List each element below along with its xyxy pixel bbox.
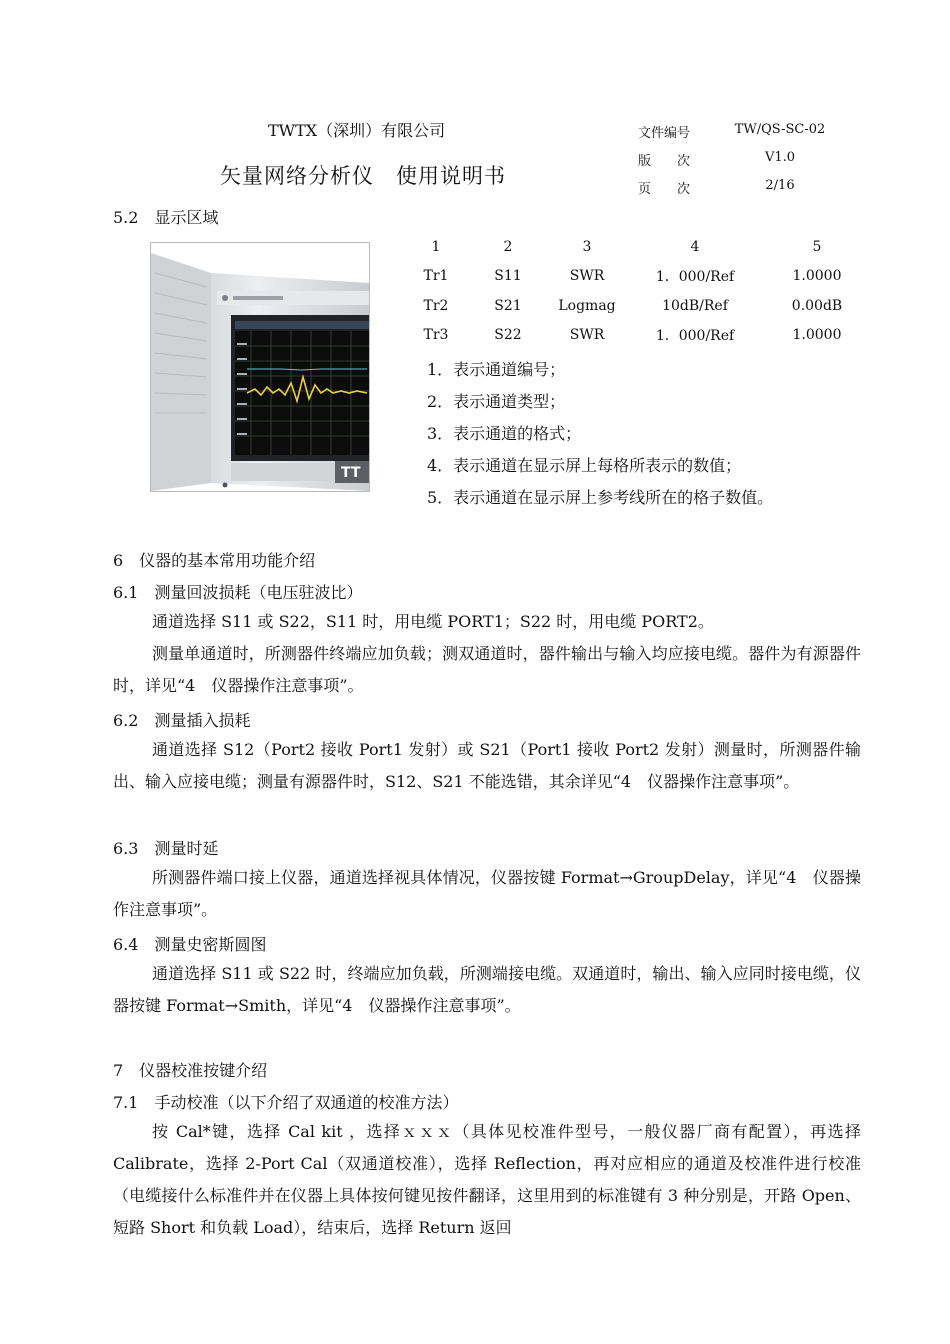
table-header-cell: 2 [503, 238, 513, 255]
table-cell: 10dB/Ref [662, 297, 728, 314]
section-6-heading: 6 仪器的基本常用功能介绍 [113, 551, 316, 570]
table-header-cell: 5 [812, 238, 822, 255]
photo-caption: TT [341, 465, 361, 481]
section-6-1-paragraph-1: 通道选择 S11 或 S22，S11 时，用电缆 PORT1；S22 时，用电缆 PORT2。 [152, 612, 714, 631]
table-cell: S22 [494, 327, 522, 344]
section-6-2-paragraph: 通道选择 S12（Port2 接收 Port1 发射）或 S21（Port1 接收 Port2 发射）测量时，所测器件输出、输入应接电缆；测量有源器件时，S12、S21 不能选错，其余详见“4 仪器操作注意事项”。 [113, 740, 861, 791]
meta-value-version: V1.0 [764, 150, 796, 165]
note-item: 3．表示通道的格式； [427, 424, 582, 443]
table-header-cell: 3 [582, 238, 592, 255]
table-row [410, 291, 864, 321]
note-item: 4．表示通道在显示屏上每格所表示的数值； [427, 456, 742, 475]
document-title: 矢量网络分析仪 使用说明书 [220, 164, 506, 188]
section-7-1-heading: 7.1 手动校准（以下介绍了双通道的校准方法） [113, 1093, 459, 1112]
meta-value-page: 2/16 [765, 178, 795, 193]
trace-table [410, 232, 864, 350]
section-7-heading: 7 仪器校准按键介绍 [113, 1061, 268, 1080]
table-row [410, 262, 864, 292]
table-cell: 0.00dB [791, 297, 843, 314]
note-item: 1．表示通道编号； [427, 360, 566, 379]
table-row [410, 321, 864, 351]
section-6-3-paragraph: 所测器件端口接上仪器，通道选择视具体情况，仪器按键 Format→GroupDelay，详见“4 仪器操作注意事项”。 [113, 868, 861, 919]
meta-key-version: 版 次 [638, 154, 691, 169]
section-6-3-heading: 6.3 测量时延 [113, 839, 219, 858]
table-cell: Tr3 [423, 327, 449, 344]
table-cell: 1．000/Ref [655, 328, 735, 345]
table-cell: Tr2 [423, 297, 449, 314]
meta-key-doc-number: 文件编号 [638, 126, 691, 141]
table-header-cell: 4 [690, 238, 700, 255]
table-cell: S11 [494, 268, 522, 285]
table-cell: SWR [569, 327, 605, 344]
note-item: 5．表示通道在显示屏上参考线所在的格子数值。 [427, 488, 774, 507]
table-header-cell: 1 [431, 238, 441, 255]
section-6-4-heading: 6.4 测量史密斯圆图 [113, 935, 267, 954]
table-cell: 1.0000 [792, 268, 842, 285]
company-name: TWTX（深圳）有限公司 [268, 121, 446, 140]
network-analyzer-illustration [151, 243, 369, 491]
section-6-1-heading: 6.1 测量回波损耗（电压驻波比） [113, 583, 363, 602]
table-cell: 1.0000 [792, 327, 842, 344]
instrument-photo [150, 242, 370, 492]
section-6-4-paragraph: 通道选择 S11 或 S22 时，终端应加负载，所测端接电缆。双通道时，输出、输入应同时接电缆，仪器按键 Format→Smith，详见“4 仪器操作注意事项”。 [113, 964, 861, 1015]
section-7-1-paragraph: 按 Cal*键，选择 Cal kit ，选择ｘｘｘ（具体见校准件型号，一般仪器厂商有配置），再选择 Calibrate，选择 2-Port Cal（双通道校准），选择 Reflection，再对应相应的通道及校准件进行校准（电缆接什么标准件并在仪器上具体按何键见按件翻译，这里用到的标准键有 3 种分别是，开路 Open、短路 Short 和负载 Load），结束后，选择 Return 返回 [113, 1122, 861, 1237]
section-5-2-heading: 5.2 显示区域 [113, 208, 219, 227]
table-header-row [410, 232, 864, 262]
table-cell: SWR [569, 268, 605, 285]
table-cell: Logmag [558, 297, 616, 314]
table-cell: Tr1 [423, 268, 449, 285]
section-6-2-heading: 6.2 测量插入损耗 [113, 711, 251, 730]
meta-key-page: 页 次 [638, 182, 691, 197]
table-cell: S21 [494, 297, 522, 314]
note-item: 2．表示通道类型； [427, 392, 566, 411]
table-cell: 1．000/Ref [655, 269, 735, 286]
section-6-1-paragraph-2: 测量单通道时，所测器件终端应加负载；测双通道时，器件输出与输入均应接电缆。器件为有源器件时，详见“4 仪器操作注意事项”。 [113, 644, 861, 695]
meta-value-doc-number: TW/QS-SC-02 [734, 122, 826, 137]
